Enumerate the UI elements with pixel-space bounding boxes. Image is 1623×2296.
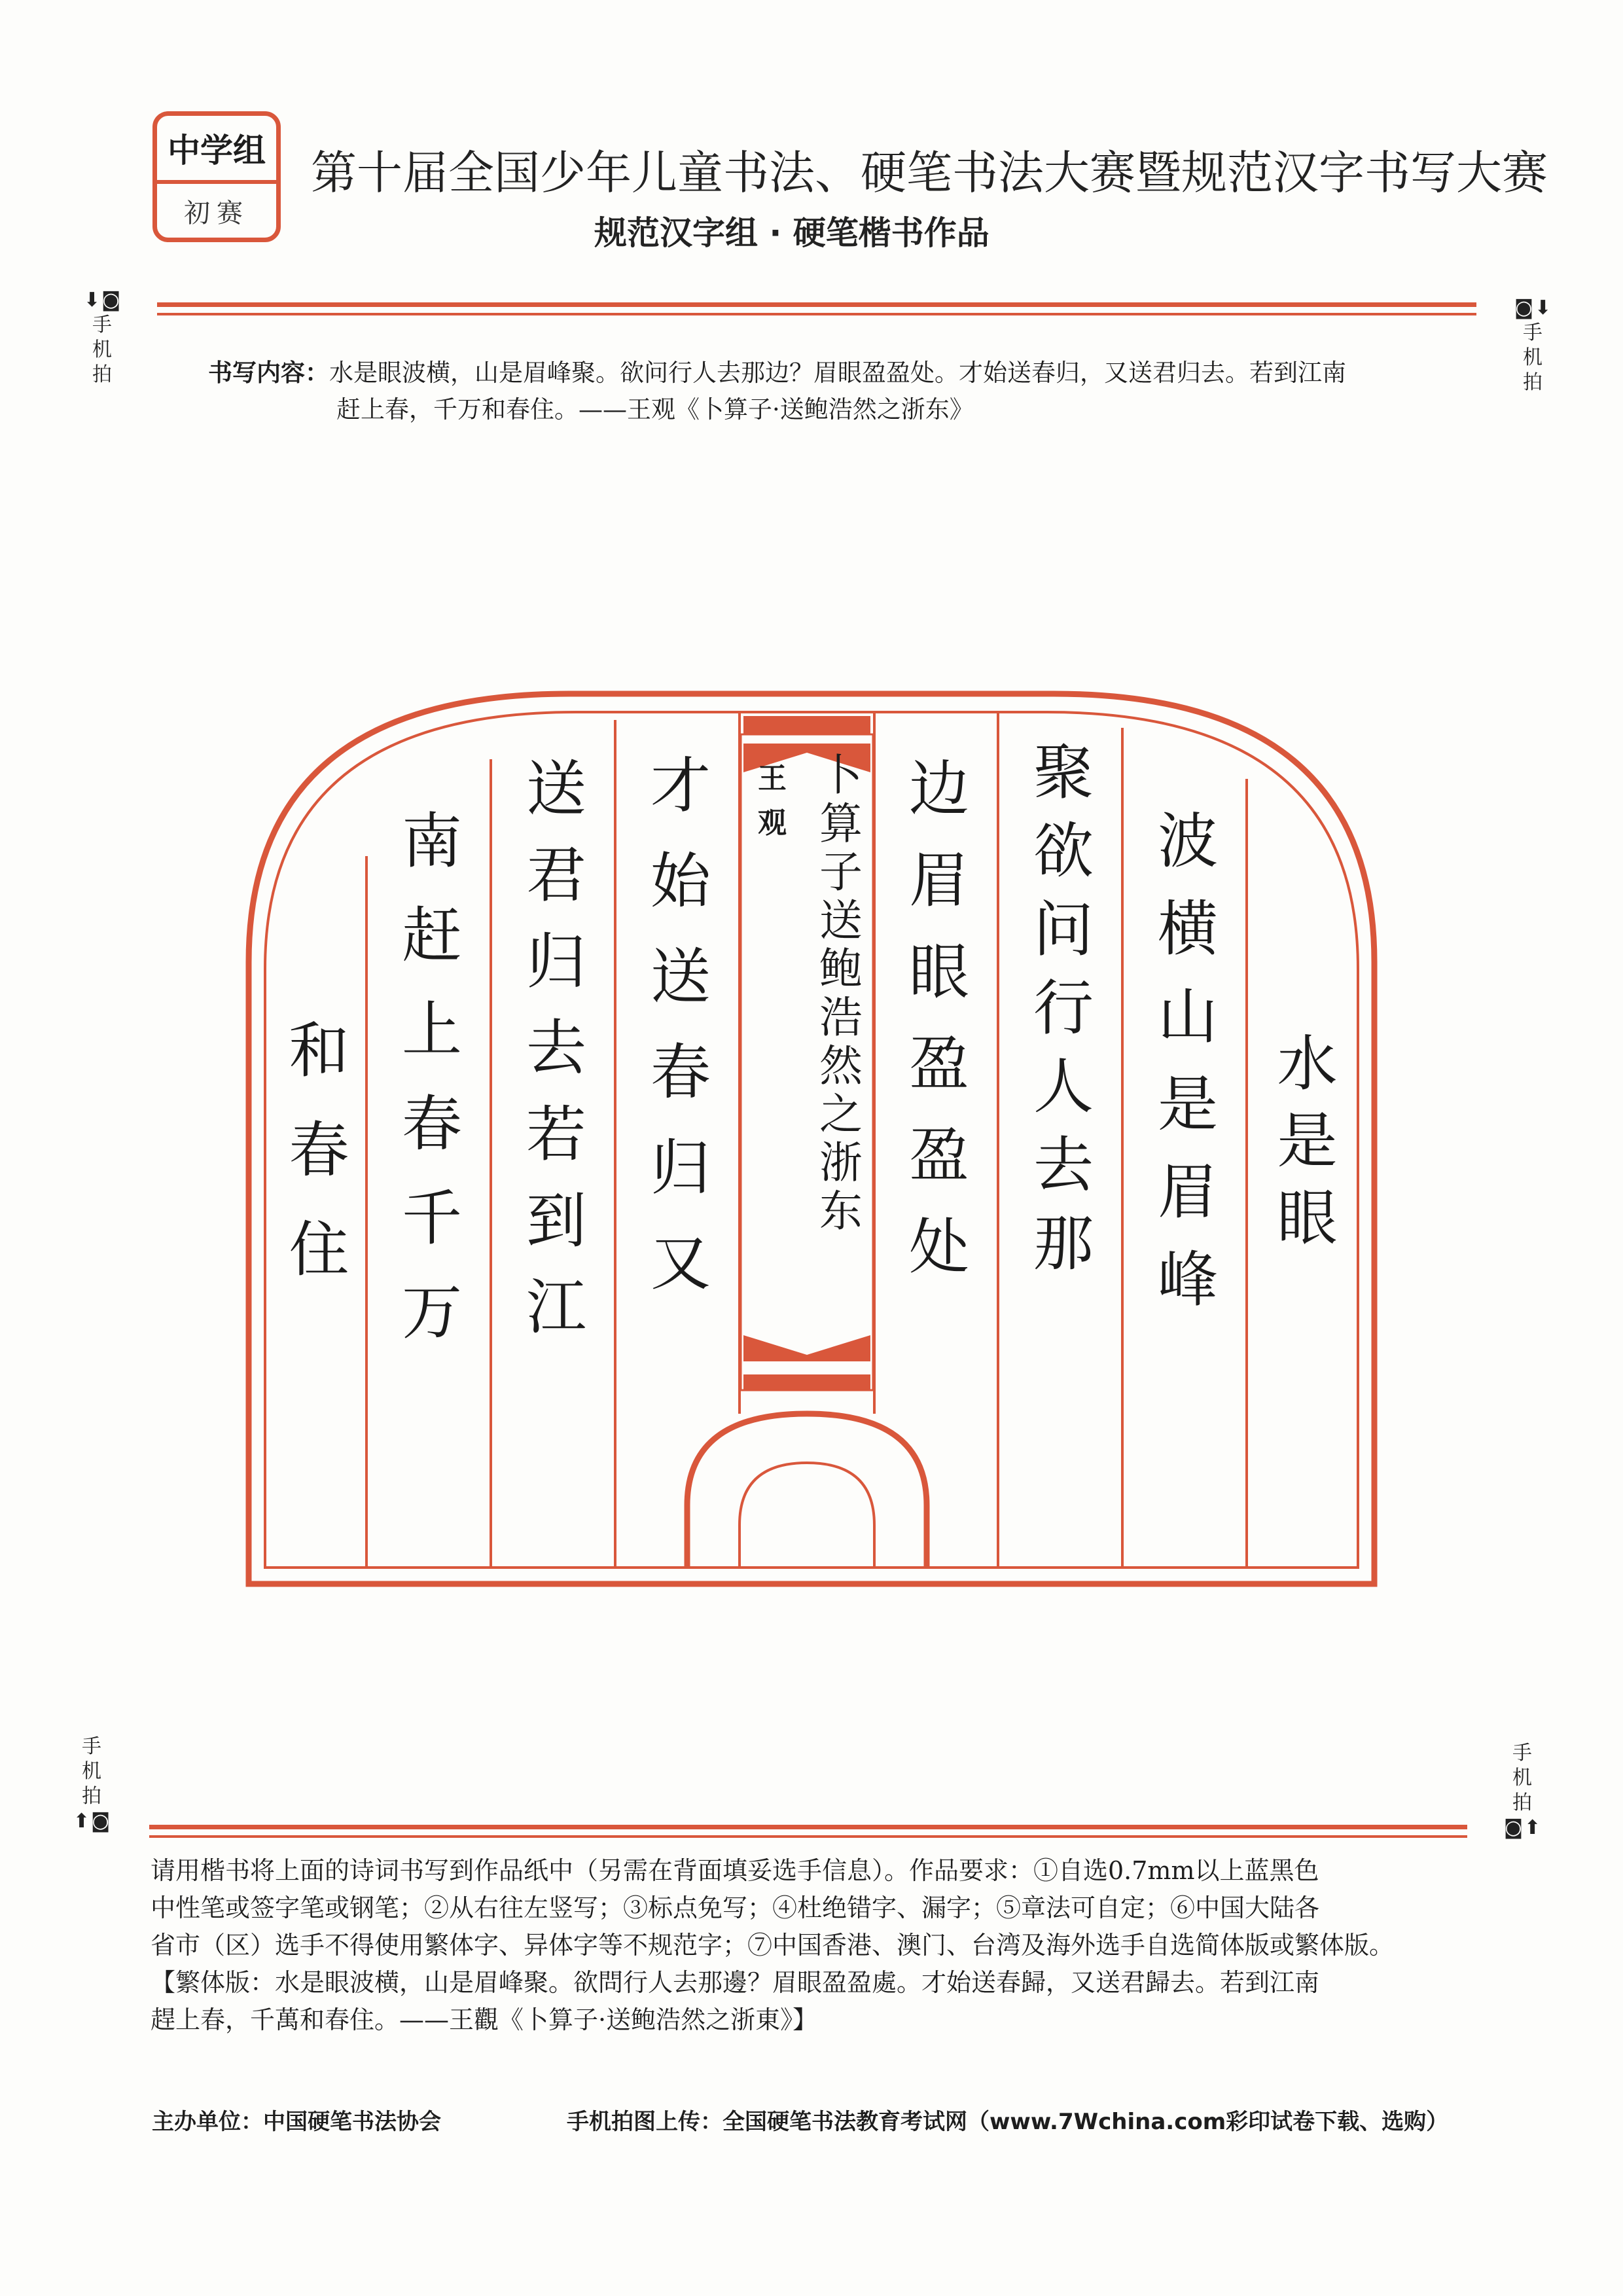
organizer: 主办单位：中国硬笔书法协会 xyxy=(152,2109,441,2135)
column-char: 子 xyxy=(819,847,863,897)
requirements-line-2: 中性笔或签字笔或钢笔；②从右往左竖写；③标点免写；④杜绝错字、漏字；⑤章法可自定；⑥中国大陆各 xyxy=(151,1893,1320,1922)
camera-arrow-up-icon: ◙⬆ xyxy=(1504,1816,1543,1839)
column-char: 东 xyxy=(819,1186,863,1236)
camera-arrow-down-icon: ◙⬇ xyxy=(1514,296,1553,319)
column-char: 然 xyxy=(819,1041,863,1091)
upload-info: 手机拍图上传：全国硬笔书法教育考试网（www.7Wchina.com彩印试卷下载、选购） xyxy=(567,2109,1449,2135)
column-char: 王 xyxy=(758,762,787,795)
poem-title-column xyxy=(812,750,870,1236)
poem-column-5: 才 始 送 春 归 又 xyxy=(650,751,711,1299)
phone-mark-top-left: ⬇◙ 手 机 拍 xyxy=(84,289,122,386)
column-char: 观 xyxy=(758,806,787,840)
poem-column-3: 聚 欲 问 行 人 去 那 xyxy=(1033,738,1094,1279)
bottom-rule xyxy=(149,1825,1467,1838)
requirements-line-3: 省市（区）选手不得使用繁体字、异体字等不规范字；⑦中国香港、澳门、台湾及海外选手自选简体版或繁体版。 xyxy=(151,1931,1395,1960)
column-char: 卜 xyxy=(819,750,863,800)
poem-column-6: 送 君 归 去 若 到 江 xyxy=(526,754,586,1342)
author-column xyxy=(753,764,792,838)
column-char: 浩 xyxy=(819,992,863,1043)
poem-column-8: 和 春 住 xyxy=(289,1016,349,1285)
arrow-up-camera-icon: ⬆◙ xyxy=(73,1810,112,1833)
phone-mark-top-right: ◙⬇ 手 机 拍 xyxy=(1514,296,1553,394)
phone-mark-bottom-right: 手 机 拍 ◙⬆ xyxy=(1504,1742,1543,1839)
poem-column-2: 波 横 山 是 眉 峰 xyxy=(1157,806,1218,1315)
badge-stage: 初赛 xyxy=(184,198,249,228)
work-subtitle: 规范汉字组 · 硬笔楷书作品 xyxy=(594,214,990,252)
top-rule xyxy=(157,302,1476,315)
content-label: 书写内容： xyxy=(208,359,329,387)
column-char: 算 xyxy=(819,798,863,849)
poem-column-1: 水 是 眼 xyxy=(1277,1029,1338,1253)
column-char: 之 xyxy=(819,1089,863,1139)
content-line-1: 水是眼波横，山是眉峰聚。欲问行人去那边？眉眼盈盈处。才始送春归，又送君归去。若到江南 xyxy=(329,359,1346,387)
requirements-line-4: 【繁体版：水是眼波横，山是眉峰聚。欲問行人去那邊？眉眼盈盈處。才始送春歸，又送君歸去。若到江南 xyxy=(151,1968,1320,1997)
poem-column-7: 南 赶 上 春 千 万 xyxy=(401,806,462,1348)
arrow-down-camera-icon: ⬇◙ xyxy=(84,289,122,312)
requirements-line-5: 趕上春，千萬和春住。——王觀《卜算子·送鲍浩然之浙東》】 xyxy=(151,2005,818,2034)
competition-title: 第十届全国少年儿童书法、硬笔书法大赛暨规范汉字书写大赛 xyxy=(311,146,1548,200)
writing-content xyxy=(208,355,1438,428)
phone-mark-bottom-left: 手 机 拍 ⬆◙ xyxy=(73,1735,112,1833)
column-char: 送 xyxy=(819,895,863,946)
column-char: 浙 xyxy=(819,1138,863,1188)
poem-column-4: 边 眉 眼 盈 盈 处 xyxy=(908,754,969,1282)
requirements xyxy=(151,1852,1499,2039)
badge-group: 中学组 xyxy=(157,116,276,184)
work-sheet xyxy=(236,681,1387,1597)
column-char: 鲍 xyxy=(819,944,863,994)
requirements-line-1: 请用楷书将上面的诗词书写到作品纸中（另需在背面填妥选手信息）。作品要求：①自选0.7mm以上蓝黑色 xyxy=(151,1856,1319,1885)
content-line-2: 赶上春，千万和春住。——王观《卜算子·送鲍浩然之浙东》 xyxy=(336,395,974,423)
group-badge xyxy=(152,111,281,242)
